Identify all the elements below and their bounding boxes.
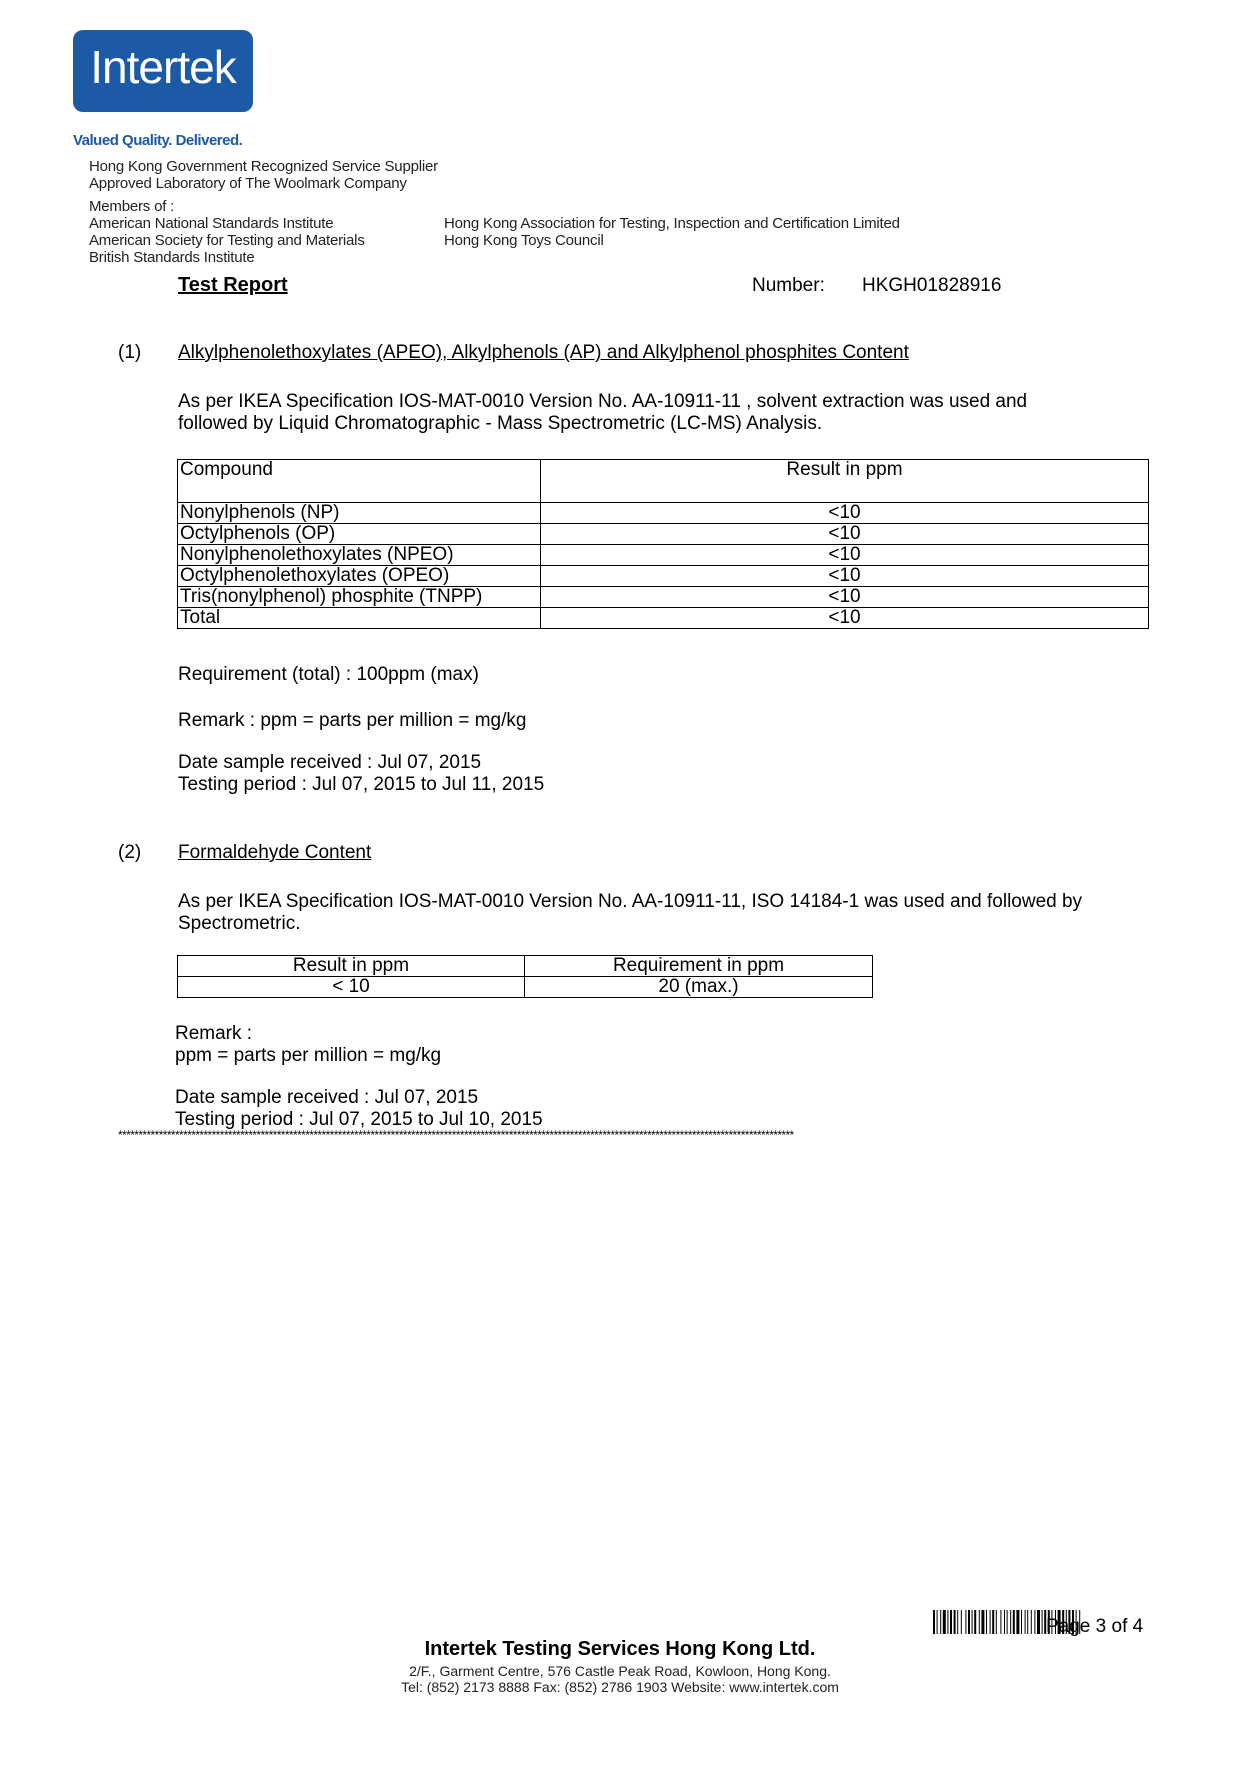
column-header-result: Result in ppm — [178, 956, 525, 977]
section2-remark — [175, 1023, 441, 1067]
member-item: American National Standards Institute — [89, 215, 334, 232]
table-header-row — [178, 956, 873, 977]
compound-cell: Tris(nonylphenol) phosphite (TNPP) — [178, 587, 541, 608]
members-label: Members of : — [89, 198, 175, 215]
table-row — [178, 608, 1149, 629]
report-title: Test Report — [178, 274, 288, 296]
table-row — [178, 503, 1149, 524]
result-cell: < 10 — [178, 977, 525, 998]
members-right — [444, 215, 900, 249]
requirement-cell: 20 (max.) — [525, 977, 873, 998]
apeo-results-table — [177, 459, 1149, 629]
testing-period: Testing period : Jul 07, 2015 to Jul 11, 2015 — [178, 774, 545, 795]
section1-requirement: Requirement (total) : 100ppm (max) — [178, 664, 479, 685]
section1-title: Alkylphenolethoxylates (APEO), Alkylphenols (AP) and Alkylphenol phosphites Content — [178, 342, 909, 363]
result-cell: <10 — [541, 545, 1149, 566]
section2-index: (2) — [118, 842, 142, 863]
result-cell: <10 — [541, 524, 1149, 545]
table-row — [178, 566, 1149, 587]
compound-cell: Total — [178, 608, 541, 629]
members-left — [89, 198, 365, 266]
report-number-label: Number: — [752, 275, 825, 296]
accreditation-line: Hong Kong Government Recognized Service Supplier — [89, 158, 438, 175]
accreditation-line: Approved Laboratory of The Woolmark Company — [89, 175, 407, 192]
result-cell: <10 — [541, 608, 1149, 629]
footer-company: Intertek Testing Services Hong Kong Ltd. — [424, 1638, 816, 1660]
compound-cell: Octylphenolethoxylates (OPEO) — [178, 566, 541, 587]
end-of-report-marker: ********************************************************************************************************************************************************************** — [118, 1128, 794, 1142]
column-header-requirement: Requirement in ppm — [525, 956, 873, 977]
section2-method — [178, 891, 1150, 935]
page-number: Page 3 of 4 — [1046, 1616, 1144, 1637]
footer — [0, 1638, 1240, 1695]
compound-cell: Octylphenols (OP) — [178, 524, 541, 545]
method-line: Spectrometric. — [178, 913, 301, 934]
member-item: American Society for Testing and Materials — [89, 232, 365, 249]
remark-label: Remark : — [175, 1023, 253, 1044]
compound-cell: Nonylphenolethoxylates (NPEO) — [178, 545, 541, 566]
member-item: Hong Kong Toys Council — [444, 232, 604, 249]
member-item: British Standards Institute — [89, 249, 255, 266]
table-row — [178, 587, 1149, 608]
method-line: followed by Liquid Chromatographic - Mass Spectrometric (LC-MS) Analysis. — [178, 413, 823, 434]
method-line: As per IKEA Specification IOS-MAT-0010 Version No. AA-10911-11, ISO 14184-1 was used and followed by — [178, 891, 1083, 912]
footer-address: 2/F., Garment Centre, 576 Castle Peak Road, Kowloon, Hong Kong. — [409, 1663, 831, 1679]
tagline: Valued Quality. Delivered. — [73, 132, 243, 149]
logo-text: Intertek — [90, 41, 236, 93]
table-row — [178, 977, 873, 998]
intertek-logo — [73, 30, 253, 112]
remark-text: ppm = parts per million = mg/kg — [175, 1045, 442, 1066]
column-header-result: Result in ppm — [541, 460, 1149, 503]
table-header-row — [178, 460, 1149, 503]
member-item: Hong Kong Association for Testing, Inspection and Certification Limited — [444, 215, 900, 232]
section1-dates — [178, 752, 544, 796]
method-line: As per IKEA Specification IOS-MAT-0010 Version No. AA-10911-11 , solvent extraction was used and — [178, 391, 1028, 412]
accreditations — [89, 158, 438, 192]
testing-period: Testing period : Jul 07, 2015 to Jul 10, 2015 — [175, 1109, 543, 1130]
result-cell: <10 — [541, 587, 1149, 608]
section1-index: (1) — [118, 342, 142, 363]
compound-cell: Nonylphenols (NP) — [178, 503, 541, 524]
section2-dates — [175, 1087, 543, 1131]
table-row — [178, 524, 1149, 545]
report-number: HKGH01828916 — [862, 275, 1002, 296]
result-cell: <10 — [541, 503, 1149, 524]
column-header-compound: Compound — [178, 460, 541, 503]
section2-title: Formaldehyde Content — [178, 842, 372, 863]
date-received: Date sample received : Jul 07, 2015 — [175, 1087, 479, 1108]
footer-contact: Tel: (852) 2173 8888 Fax: (852) 2786 1903 Website: www.intertek.com — [401, 1679, 839, 1695]
formaldehyde-results-table — [177, 955, 873, 998]
result-cell: <10 — [541, 566, 1149, 587]
table-row — [178, 545, 1149, 566]
date-received: Date sample received : Jul 07, 2015 — [178, 752, 482, 773]
section1-remark: Remark : ppm = parts per million = mg/kg — [178, 710, 527, 731]
section1-method — [178, 391, 1150, 435]
